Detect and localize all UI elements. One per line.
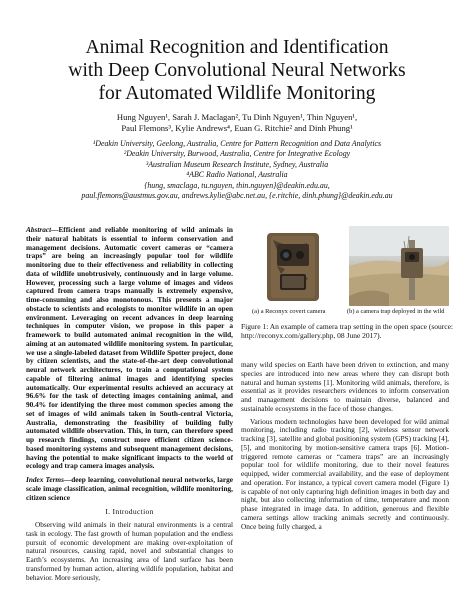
body-paragraph: Various modern technologies have been developed for wild animal monitoring, including radio tracking [2], wireless sensor network tracking [3], satellite and global positioning system (GPS) tracking [4], [5], and monitoring by motion-sensitive camera traps [6]. Motion-triggered remote cameras or “camera traps” are an increasingly popular tool for wildlife monitoring, due to their novel features equipped, wider commercial availability, and the ease of deployment and operation. For instance, a typical covert camera model (Figure 1) is capable of not only capturing high definition images in both day and night, but also collecting information of time, temperature and moon phase integrated in image data. In addition, generous and flexible camera settings allow tracking animals secretly and continuously. Once being fully charged, a bbox=[241, 416, 449, 531]
camera-photo bbox=[253, 226, 333, 306]
right-column-text bbox=[241, 361, 449, 531]
intro-paragraph: Observing wild animals in their natural environments is a central task in ecology. The fast growth of human population and the endless pursuit of economic development are making over-exploitation of natural resources, causing rapid, novel and substantial changes to Earth’s ecosystems. An increasing area of land surface has been transformed by human action, altering wildlife population, habitat and behavior. More seriously, bbox=[26, 520, 233, 582]
email-line: paul.flemons@austmus.gov.au, andrews.kylie@abc.net.au, {e.ritchie, dinh.phung}@deakin.edu.au bbox=[81, 191, 393, 201]
affiliation-line: ¹Deakin University, Geelong, Australia, Centre for Pattern Recognition and Data Analytics bbox=[92, 139, 382, 148]
abstract-text: —Efficient and reliable monitoring of wild animals in their natural habitats is essential to inform conservation and management decisions. Automatic covert cameras or “camera traps” are being an increasingly popular tool for wildlife monitoring due to their effectiveness and reliability in collecting data of wildlife unobtrusively, continuously and in large volume. However, processing such a large volume of images and videos captured from camera traps manually is extremely expensive, time-consuming and also monotonous. This presents a major obstacle to scientists and ecologists to monitor wildlife in an open environment. Leveraging on recent advances in deep learning techniques in computer vision, we propose in this paper a framework to build automated animal recognition in the wild, aiming at an automated wildlife monitoring system. In particular, we use a single-labeled dataset from Wildlife Spotter project, done by citizen scientists, and the state-of-the-art deep convolutional neural network architectures, to train a computational system capable of filtering animal images and identifying species automatically. Our experimental results achieved an accuracy at 96.6% for the task of detecting images containing animal, and 90.4% for identifying the three most common species among the set of images of wild animals taken in South-central Victoria, Australia, demonstrating the feasibility of building fully automated wildlife observation. This, in turn, can therefore speed up research findings, construct more efficient citizen science-based monitoring systems and subsequent management decisions, having the potential to make significant impacts to the world of ecology and trap camera images analysis. bbox=[26, 225, 233, 471]
field-photo bbox=[349, 226, 449, 306]
author-list bbox=[20, 112, 454, 134]
figure-1 bbox=[241, 226, 453, 320]
index-terms-text: —deep learning, convolutional neural networks, large scale image classification, animal recognition, wildlife monitoring, citizen science bbox=[26, 475, 233, 502]
affiliation-line: ²Deakin University, Burwood, Australia, Centre for Integrative Ecology bbox=[123, 149, 351, 159]
title-line: Animal Recognition and Identification bbox=[85, 37, 389, 58]
left-column bbox=[26, 226, 233, 582]
subcaption-b: (b) a camera trap deployed in the wild bbox=[347, 308, 445, 315]
affiliation-line: ³Australian Museum Research Institute, Sydney, Australia bbox=[145, 159, 329, 169]
abstract bbox=[26, 226, 233, 471]
email-line: {hung, smaclaga, tu.nguyen, thin.nguyen}@deakin.edu.au, bbox=[144, 180, 330, 190]
affiliation-line: ⁴ABC Radio National, Australia bbox=[186, 170, 288, 180]
title-line: with Deep Convolutional Neural Networks bbox=[68, 60, 406, 81]
camera-trap-in-wild-image bbox=[349, 226, 449, 306]
index-terms-label: Index Terms bbox=[26, 475, 64, 484]
affiliations bbox=[10, 139, 464, 201]
figure-caption: Figure 1: An example of camera trap setting in the open space (source: http://reconyx.com/gallery.php, 08 June 2017). bbox=[241, 322, 454, 341]
index-terms bbox=[26, 476, 233, 502]
abstract-label: Abstract bbox=[26, 225, 52, 234]
author-line: Paul Flemons³, Kylie Andrews⁴, Euan G. Ritchie² and Dinh Phung¹ bbox=[121, 123, 353, 133]
title-line: for Automated Wildlife Monitoring bbox=[98, 83, 376, 104]
body-paragraph: many wild species on Earth have been driven to extinction, and many species are introduced into new areas where they can disrupt both natural and human systems [1]. Monitoring wild animals, therefore, is essential as it provides researchers evidences to inform conservation and management decisions to maintain diverse, balanced and sustainable ecosystems in the face of those changes. bbox=[241, 360, 449, 413]
reconyx-camera-image bbox=[253, 226, 333, 306]
section-heading-introduction: I. Introduction bbox=[105, 507, 154, 517]
author-line: Hung Nguyen¹, Sarah J. Maclagan², Tu Dinh Nguyen¹, Thin Nguyen¹, bbox=[116, 112, 358, 122]
subcaption-a: (a) a Reconyx covert camera bbox=[252, 308, 326, 315]
paper-title bbox=[20, 36, 454, 105]
